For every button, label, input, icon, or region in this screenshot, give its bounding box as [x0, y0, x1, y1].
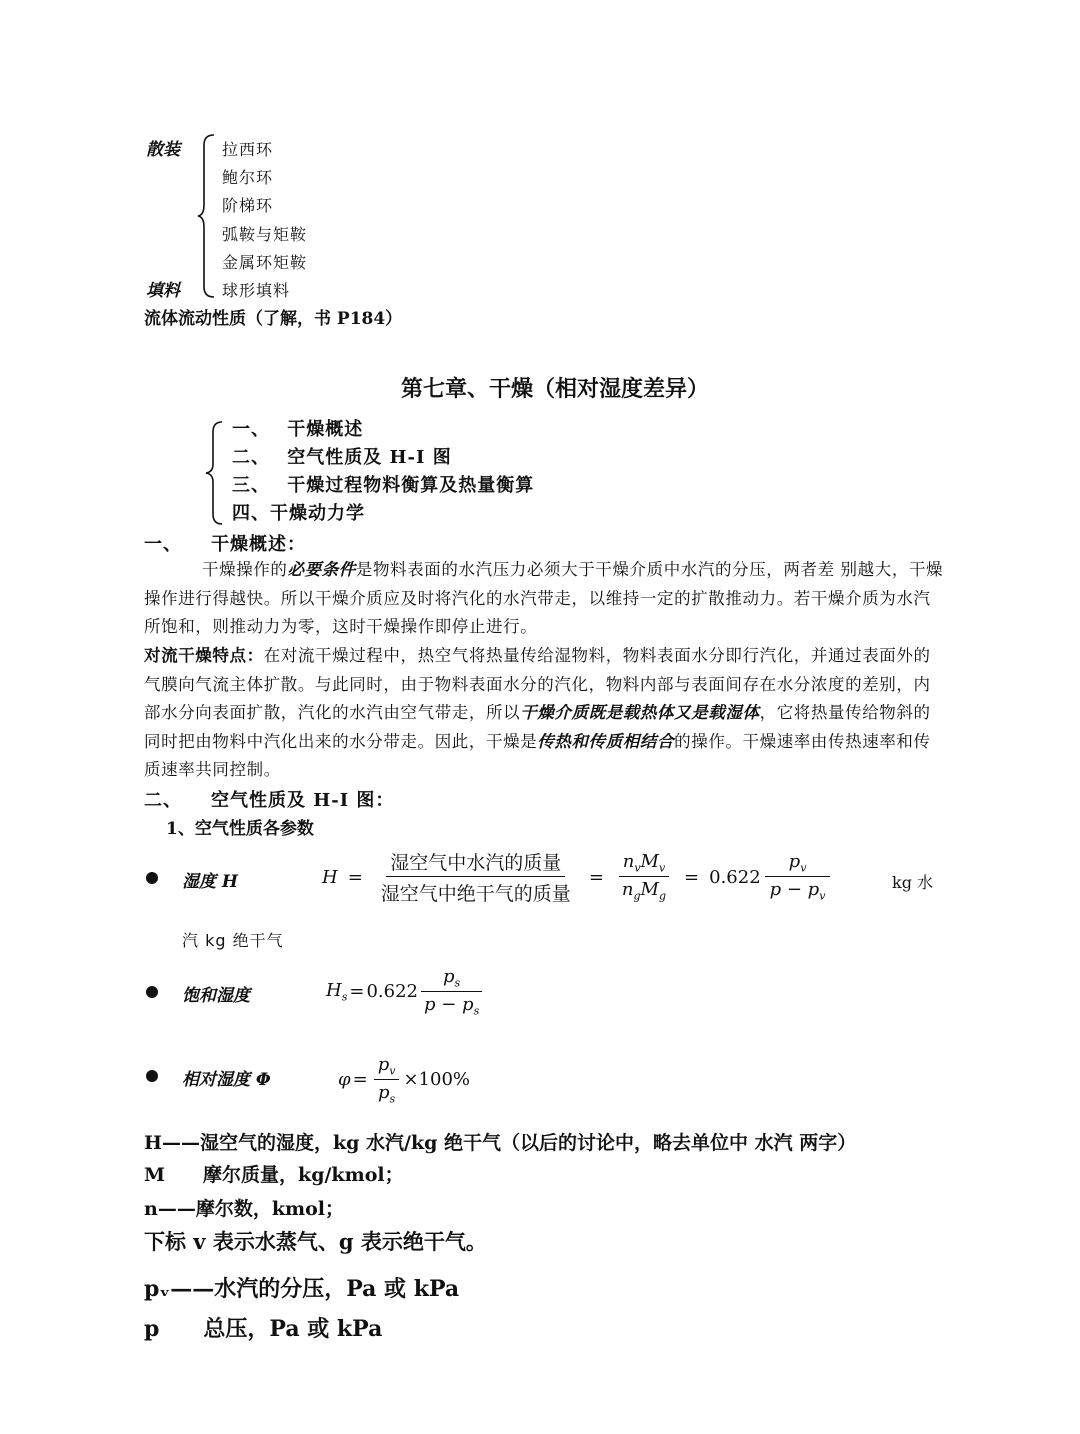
equals-sign: =: [347, 866, 363, 888]
molar-denominator: $n_gM_g$: [621, 879, 667, 903]
equals-sign: =: [588, 866, 604, 888]
p2-emphasis-1: 干燥介质既是载热体又是载湿体: [520, 703, 760, 722]
saturation-label: 饱和湿度: [182, 986, 250, 1006]
molar-fraction: [618, 851, 670, 902]
outline-item: 四、干燥动力学: [232, 503, 365, 524]
section1-paragraph-1: [144, 556, 944, 642]
section1-paragraph-2: [144, 642, 944, 785]
p2-label: 对流干燥特点：: [144, 646, 264, 665]
humidity-fraction: [377, 848, 575, 906]
bullet-icon: [146, 986, 158, 998]
p2-text-b: ，它将热量传给物斜的同时把由物料中汽化出来的水分带走。因此，干燥是: [144, 703, 931, 751]
chapter-outline: [232, 416, 534, 528]
p2-text-c: 的操作。干燥速率由传热速率和传质速率共同控制。: [144, 731, 931, 779]
relative-fraction: [374, 1054, 400, 1105]
coefficient: 0.622: [709, 866, 761, 888]
humidity-unit-b: 汽 kg 绝干气: [182, 931, 284, 950]
packing-brace-icon: [196, 133, 218, 299]
definition-h: H——湿空气的湿度，kg 水汽/kg 绝干气（以后的讨论中，略去单位中 水汽 两字）: [144, 1132, 857, 1154]
outline-item: 三、 干燥过程物料衡算及热量衡算: [232, 475, 535, 496]
bullet-icon: [146, 872, 158, 884]
relative-humidity-formula: [338, 1054, 470, 1105]
humidity-formula: [322, 848, 834, 906]
packing-item: 鲍尔环: [222, 168, 274, 188]
coefficient: 0.622: [366, 981, 418, 1003]
pressure-denominator: $p - p_v$: [769, 879, 826, 903]
fluid-note: 流体流动性质（了解，书 P184）: [144, 309, 403, 329]
p1-emphasis: 必要条件: [287, 560, 356, 579]
pressure-fraction: [765, 851, 831, 902]
p1-text-a: 干燥操作的: [202, 560, 288, 579]
chapter-title: 第七章、干燥（相对湿度差异）: [400, 377, 709, 402]
saturation-denominator: $p - p_s$: [423, 993, 480, 1018]
fraction-denominator: 湿空气中绝干气的质量: [380, 883, 571, 905]
section2-subheading: 1、空气性质各参数: [166, 819, 314, 839]
equals-sign: =: [684, 866, 700, 888]
hs-variable: $H_s$: [326, 979, 348, 1004]
packing-item: 拉西环: [222, 140, 274, 159]
equals-sign: =: [349, 981, 365, 1003]
packing-list: [222, 136, 307, 305]
saturation-fraction: [420, 966, 483, 1017]
molar-numerator: $n_vM_v$: [619, 851, 669, 877]
definition-n: n——摩尔数，kmol；: [144, 1198, 344, 1220]
p2-emphasis-2: 传热和传质相结合: [537, 731, 675, 751]
saturation-numerator: $p_s$: [421, 966, 482, 992]
definition-p: p 总压，Pa 或 kPa: [144, 1316, 383, 1342]
relative-numerator: $p_v$: [374, 1054, 400, 1080]
relative-humidity-label: 相对湿度 Φ: [182, 1070, 271, 1090]
saturation-formula: [326, 966, 487, 1017]
equals-sign: =: [352, 1069, 368, 1091]
definition-m: M 摩尔质量，kg/kmol；: [144, 1164, 404, 1186]
packing-item: 金属环矩鞍: [222, 252, 308, 272]
outline-brace-icon: [204, 420, 226, 526]
definition-subscripts: 下标 v 表示水蒸气、g 表示绝干气。: [144, 1229, 487, 1254]
packing-item: 弧鞍与矩鞍: [222, 224, 308, 244]
p1-text-b: 是物料表面的水汽压力必须大于干燥介质中水汽的分压，两者差 别越大，干燥操作进行得越快。所以干燥介质应及时将汽化的水汽带走，以维持一定的扩散推动力。若干燥介质为水汽所饱和，则推动力为零，这时干燥操作即停止进行。: [144, 560, 944, 636]
section2-heading: 二、 空气性质及 H-I 图：: [144, 790, 395, 811]
p2-text-a: 在对流干燥过程中，热空气将热量传给湿物料，物料表面水分即行汽化，并通过表面外的气膜向气流主体扩散。与此同时，由于物料表面水分的汽化，物料内部与表面间存在水分浓度的差别，内部水分向表面扩散，汽化的水汽由空气带走，所以: [144, 646, 931, 722]
humidity-unit-a: kg 水: [892, 873, 934, 892]
packing-label-top: 散装: [146, 140, 180, 160]
h-variable: H: [322, 866, 338, 888]
pressure-numerator: $p_v$: [765, 851, 831, 877]
packing-label-bottom: 填料: [146, 281, 180, 301]
phi-variable: φ: [338, 1069, 351, 1091]
definition-pv: pᵥ——水汽的分压，Pa 或 kPa: [144, 1276, 460, 1302]
fraction-numerator: 湿空气中水汽的质量: [386, 848, 565, 877]
relative-denominator: $p_s$: [377, 1081, 396, 1106]
packing-item: 球形填料: [222, 281, 291, 301]
outline-item: 二、 空气性质及 H-I 图: [232, 447, 452, 468]
humidity-label: 湿度 H: [182, 872, 238, 892]
percent-factor: ×100%: [403, 1069, 470, 1091]
packing-item: 阶梯环: [222, 196, 274, 216]
bullet-icon: [146, 1070, 158, 1082]
outline-item: 一、 干燥概述: [232, 419, 364, 440]
section1-heading: 一、 干燥概述：: [144, 534, 306, 555]
